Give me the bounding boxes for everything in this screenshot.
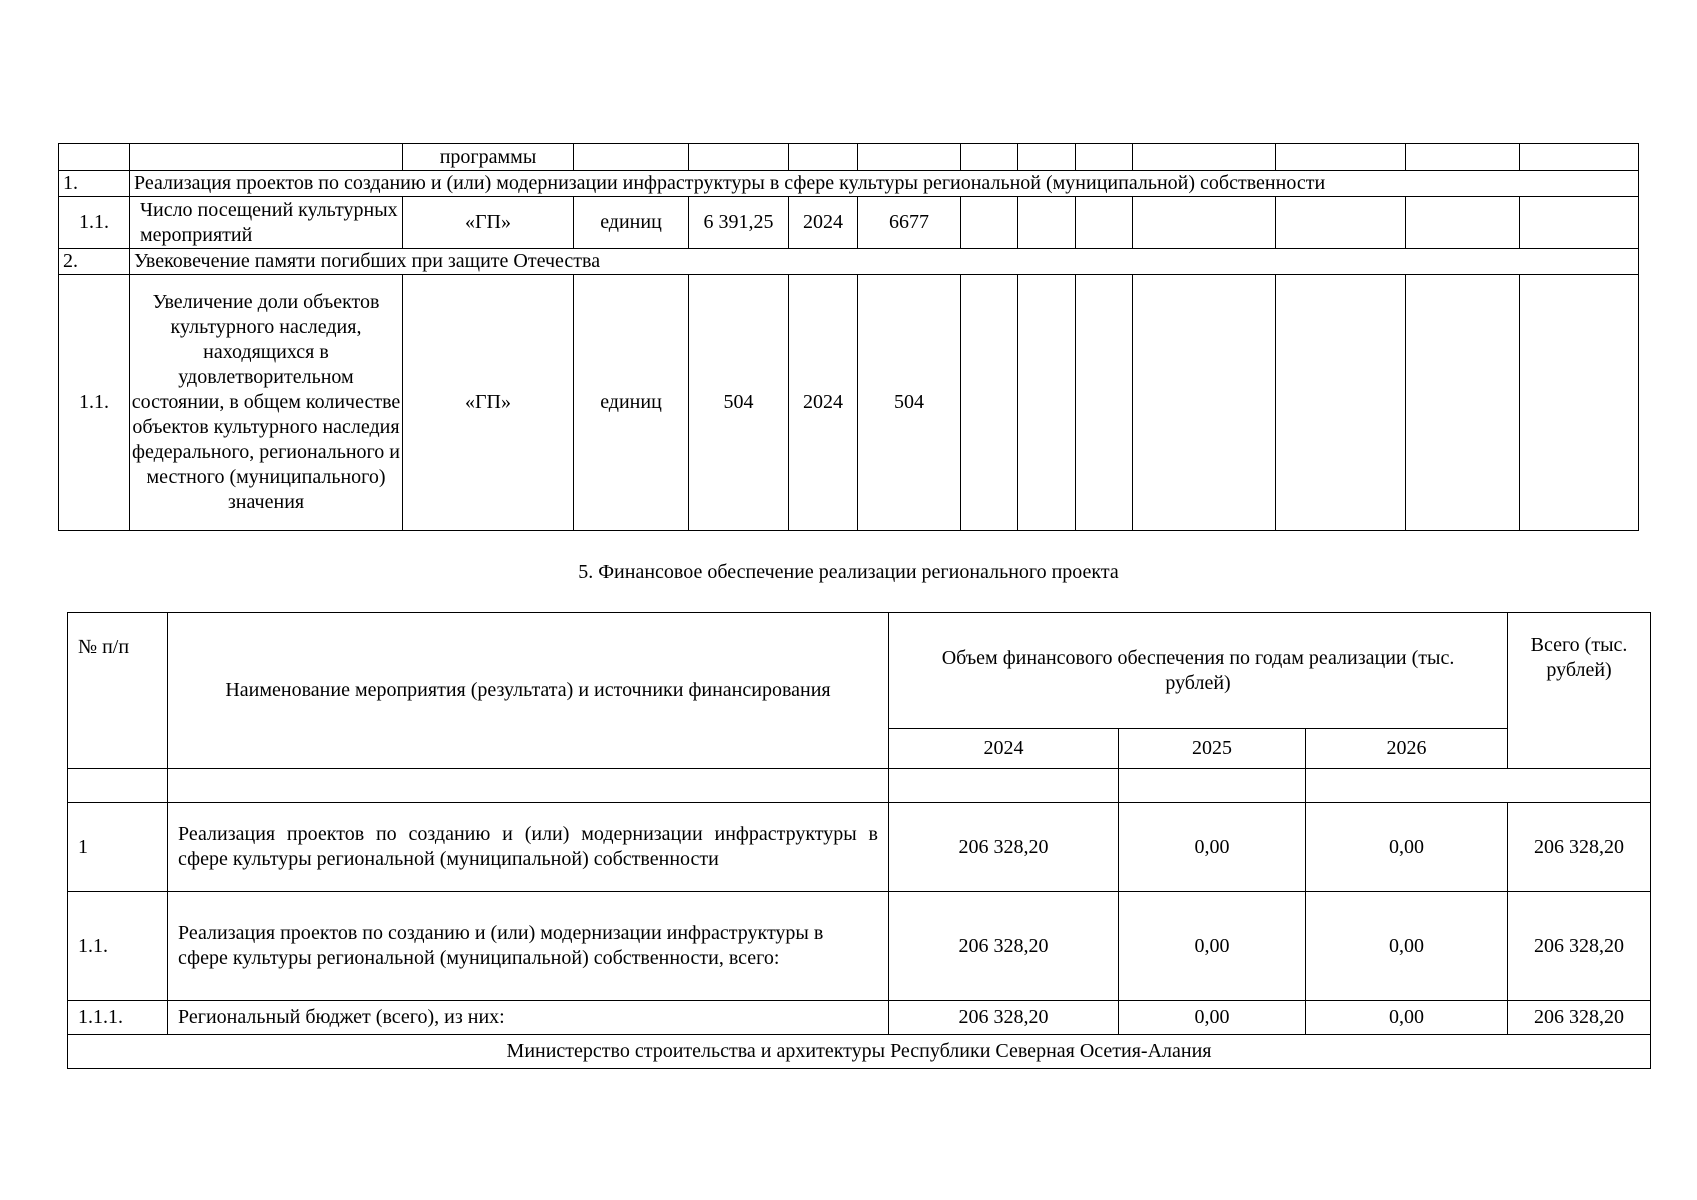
indicator-name: Увеличение доли объектов культурного наследия, находящихся в удовлетворительном состоянии, в общем количестве объектов культурного наследия федерального, регионального и местного (муниципального) значения [130,275,403,531]
table-row [59,275,1639,531]
section-number: 2. [59,249,130,275]
header-year-2026: 2026 [1306,729,1508,769]
row-name: Региональный бюджет (всего), из них: [168,1001,889,1035]
continuation-text: программы [403,144,574,171]
value-2025: 0,00 [1119,803,1306,892]
indicators-table [58,143,1639,531]
table-row [68,803,1651,892]
value-2025: 0,00 [1119,892,1306,1001]
header-name: Наименование мероприятия (результата) и источники финансирования [168,613,889,769]
continuation-row [59,144,1639,171]
base-year: 2024 [789,197,858,249]
header-total: Всего (тыс. рублей) [1508,613,1651,769]
row-number: 1 [68,803,168,892]
indicator-unit: единиц [574,275,689,531]
footer-row [68,1035,1651,1069]
indicator-name: Число посещений культурных мероприятий [130,197,403,249]
value-total: 206 328,20 [1508,1001,1651,1035]
base-value: 6 391,25 [689,197,789,249]
table-row [68,1001,1651,1035]
row-name: Реализация проектов по созданию и (или) модернизации инфраструктуры в сфере культуры региональной (муниципальной) собственности, всего: [168,892,889,1001]
base-value: 504 [689,275,789,531]
header-row [68,613,1651,729]
value-2024: 206 328,20 [889,892,1119,1001]
value-2026: 0,00 [1306,803,1508,892]
header-year-2025: 2025 [1119,729,1306,769]
section-row [59,171,1639,197]
value-2026: 0,00 [1306,892,1508,1001]
row-name: Реализация проектов по созданию и (или) модернизации инфраструктуры в сфере культуры региональной (муниципальной) собственности [168,803,889,892]
section-number: 1. [59,171,130,197]
row-number: 1.1. [68,892,168,1001]
header-year-2024: 2024 [889,729,1119,769]
indicator-level: «ГП» [403,197,574,249]
section-heading: 5. Финансовое обеспечение реализации регионального проекта [578,561,1119,583]
value-2024: 206 328,20 [889,1001,1119,1035]
value-total: 206 328,20 [1508,803,1651,892]
value-2026: 0,00 [1306,1001,1508,1035]
row-number: 1.1. [59,275,130,531]
target-value: 6677 [858,197,961,249]
value-total: 206 328,20 [1508,892,1651,1001]
section-row [59,249,1639,275]
financing-table [67,612,1651,1069]
header-volume: Объем финансового обеспечения по годам реализации (тыс. рублей) [889,613,1508,729]
value-2025: 0,00 [1119,1001,1306,1035]
value-2024: 206 328,20 [889,803,1119,892]
target-value: 504 [858,275,961,531]
table-row [59,197,1639,249]
responsible-ministry: Министерство строительства и архитектуры Республики Северная Осетия-Алания [68,1035,1651,1069]
empty-row [68,769,1651,803]
base-year: 2024 [789,275,858,531]
row-number: 1.1. [59,197,130,249]
section-title: Увековечение памяти погибших при защите Отечества [130,249,1639,275]
indicator-level: «ГП» [403,275,574,531]
indicator-unit: единиц [574,197,689,249]
header-num: № п/п [68,613,168,769]
table-row [68,892,1651,1001]
row-number: 1.1.1. [68,1001,168,1035]
section-title: Реализация проектов по созданию и (или) модернизации инфраструктуры в сфере культуры региональной (муниципальной) собственности [130,171,1639,197]
